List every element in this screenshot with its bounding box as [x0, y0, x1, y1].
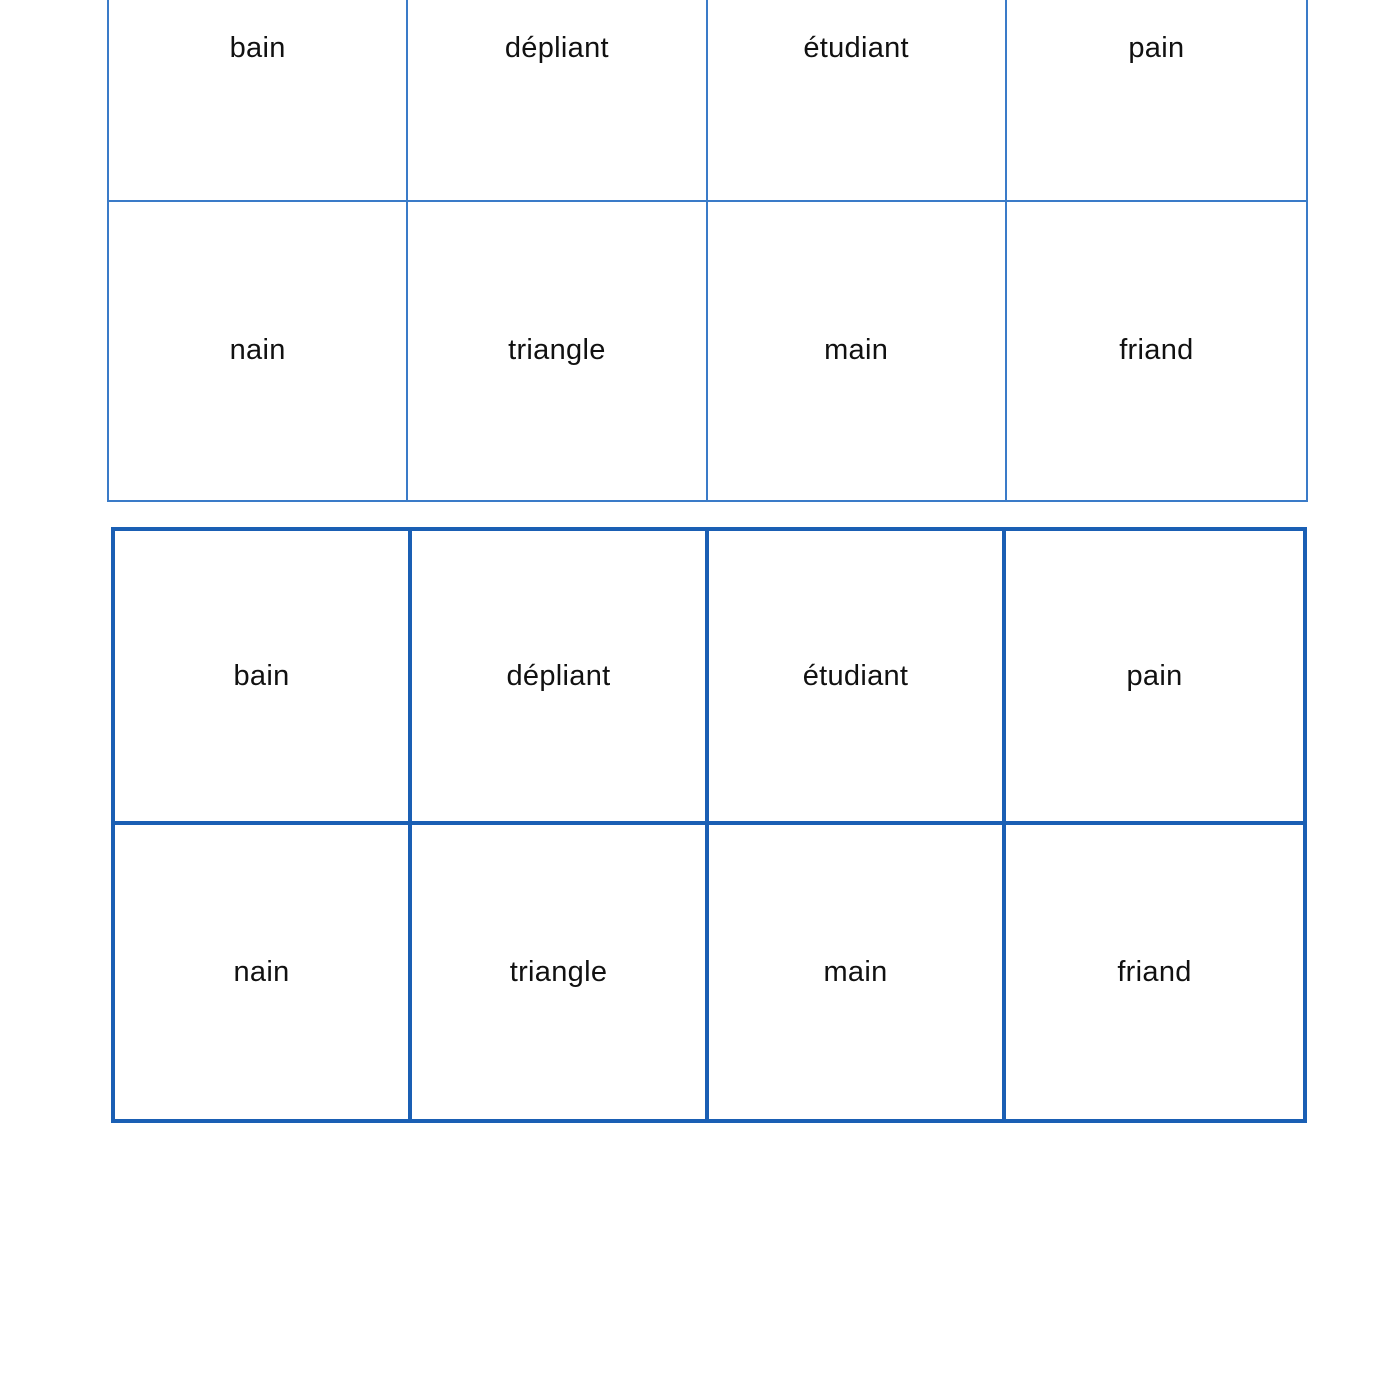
- word-label: nain: [233, 955, 290, 988]
- word-card: [109, 0, 408, 200]
- word-label: étudiant: [802, 659, 909, 692]
- word-card: [412, 531, 709, 825]
- word-label: nain: [229, 334, 286, 366]
- word-label: bain: [229, 32, 286, 64]
- word-label: friand: [1117, 955, 1192, 988]
- word-card: [115, 825, 412, 1119]
- word-label: triangle: [509, 955, 608, 988]
- word-card: [709, 825, 1006, 1119]
- word-label: main: [824, 334, 889, 366]
- word-card: [109, 200, 408, 500]
- word-card: [1007, 200, 1306, 500]
- word-card: [708, 0, 1007, 200]
- word-label: dépliant: [506, 659, 611, 692]
- word-card: [412, 825, 709, 1119]
- word-card-sheet-thick: [111, 527, 1307, 1123]
- word-card: [115, 531, 412, 825]
- word-card-sheet-thin: [107, 0, 1308, 502]
- word-label: pain: [1128, 32, 1185, 64]
- word-label: main: [823, 955, 888, 988]
- word-label: étudiant: [803, 32, 909, 64]
- word-card: [709, 531, 1006, 825]
- word-label: bain: [233, 659, 290, 692]
- word-card: [408, 0, 707, 200]
- word-card: [408, 200, 707, 500]
- word-label: dépliant: [504, 32, 609, 64]
- word-card: [1006, 825, 1303, 1119]
- word-label: triangle: [508, 334, 606, 366]
- word-label: friand: [1119, 334, 1194, 366]
- word-card: [1007, 0, 1306, 200]
- word-label: pain: [1126, 659, 1183, 692]
- word-card: [708, 200, 1007, 500]
- word-card: [1006, 531, 1303, 825]
